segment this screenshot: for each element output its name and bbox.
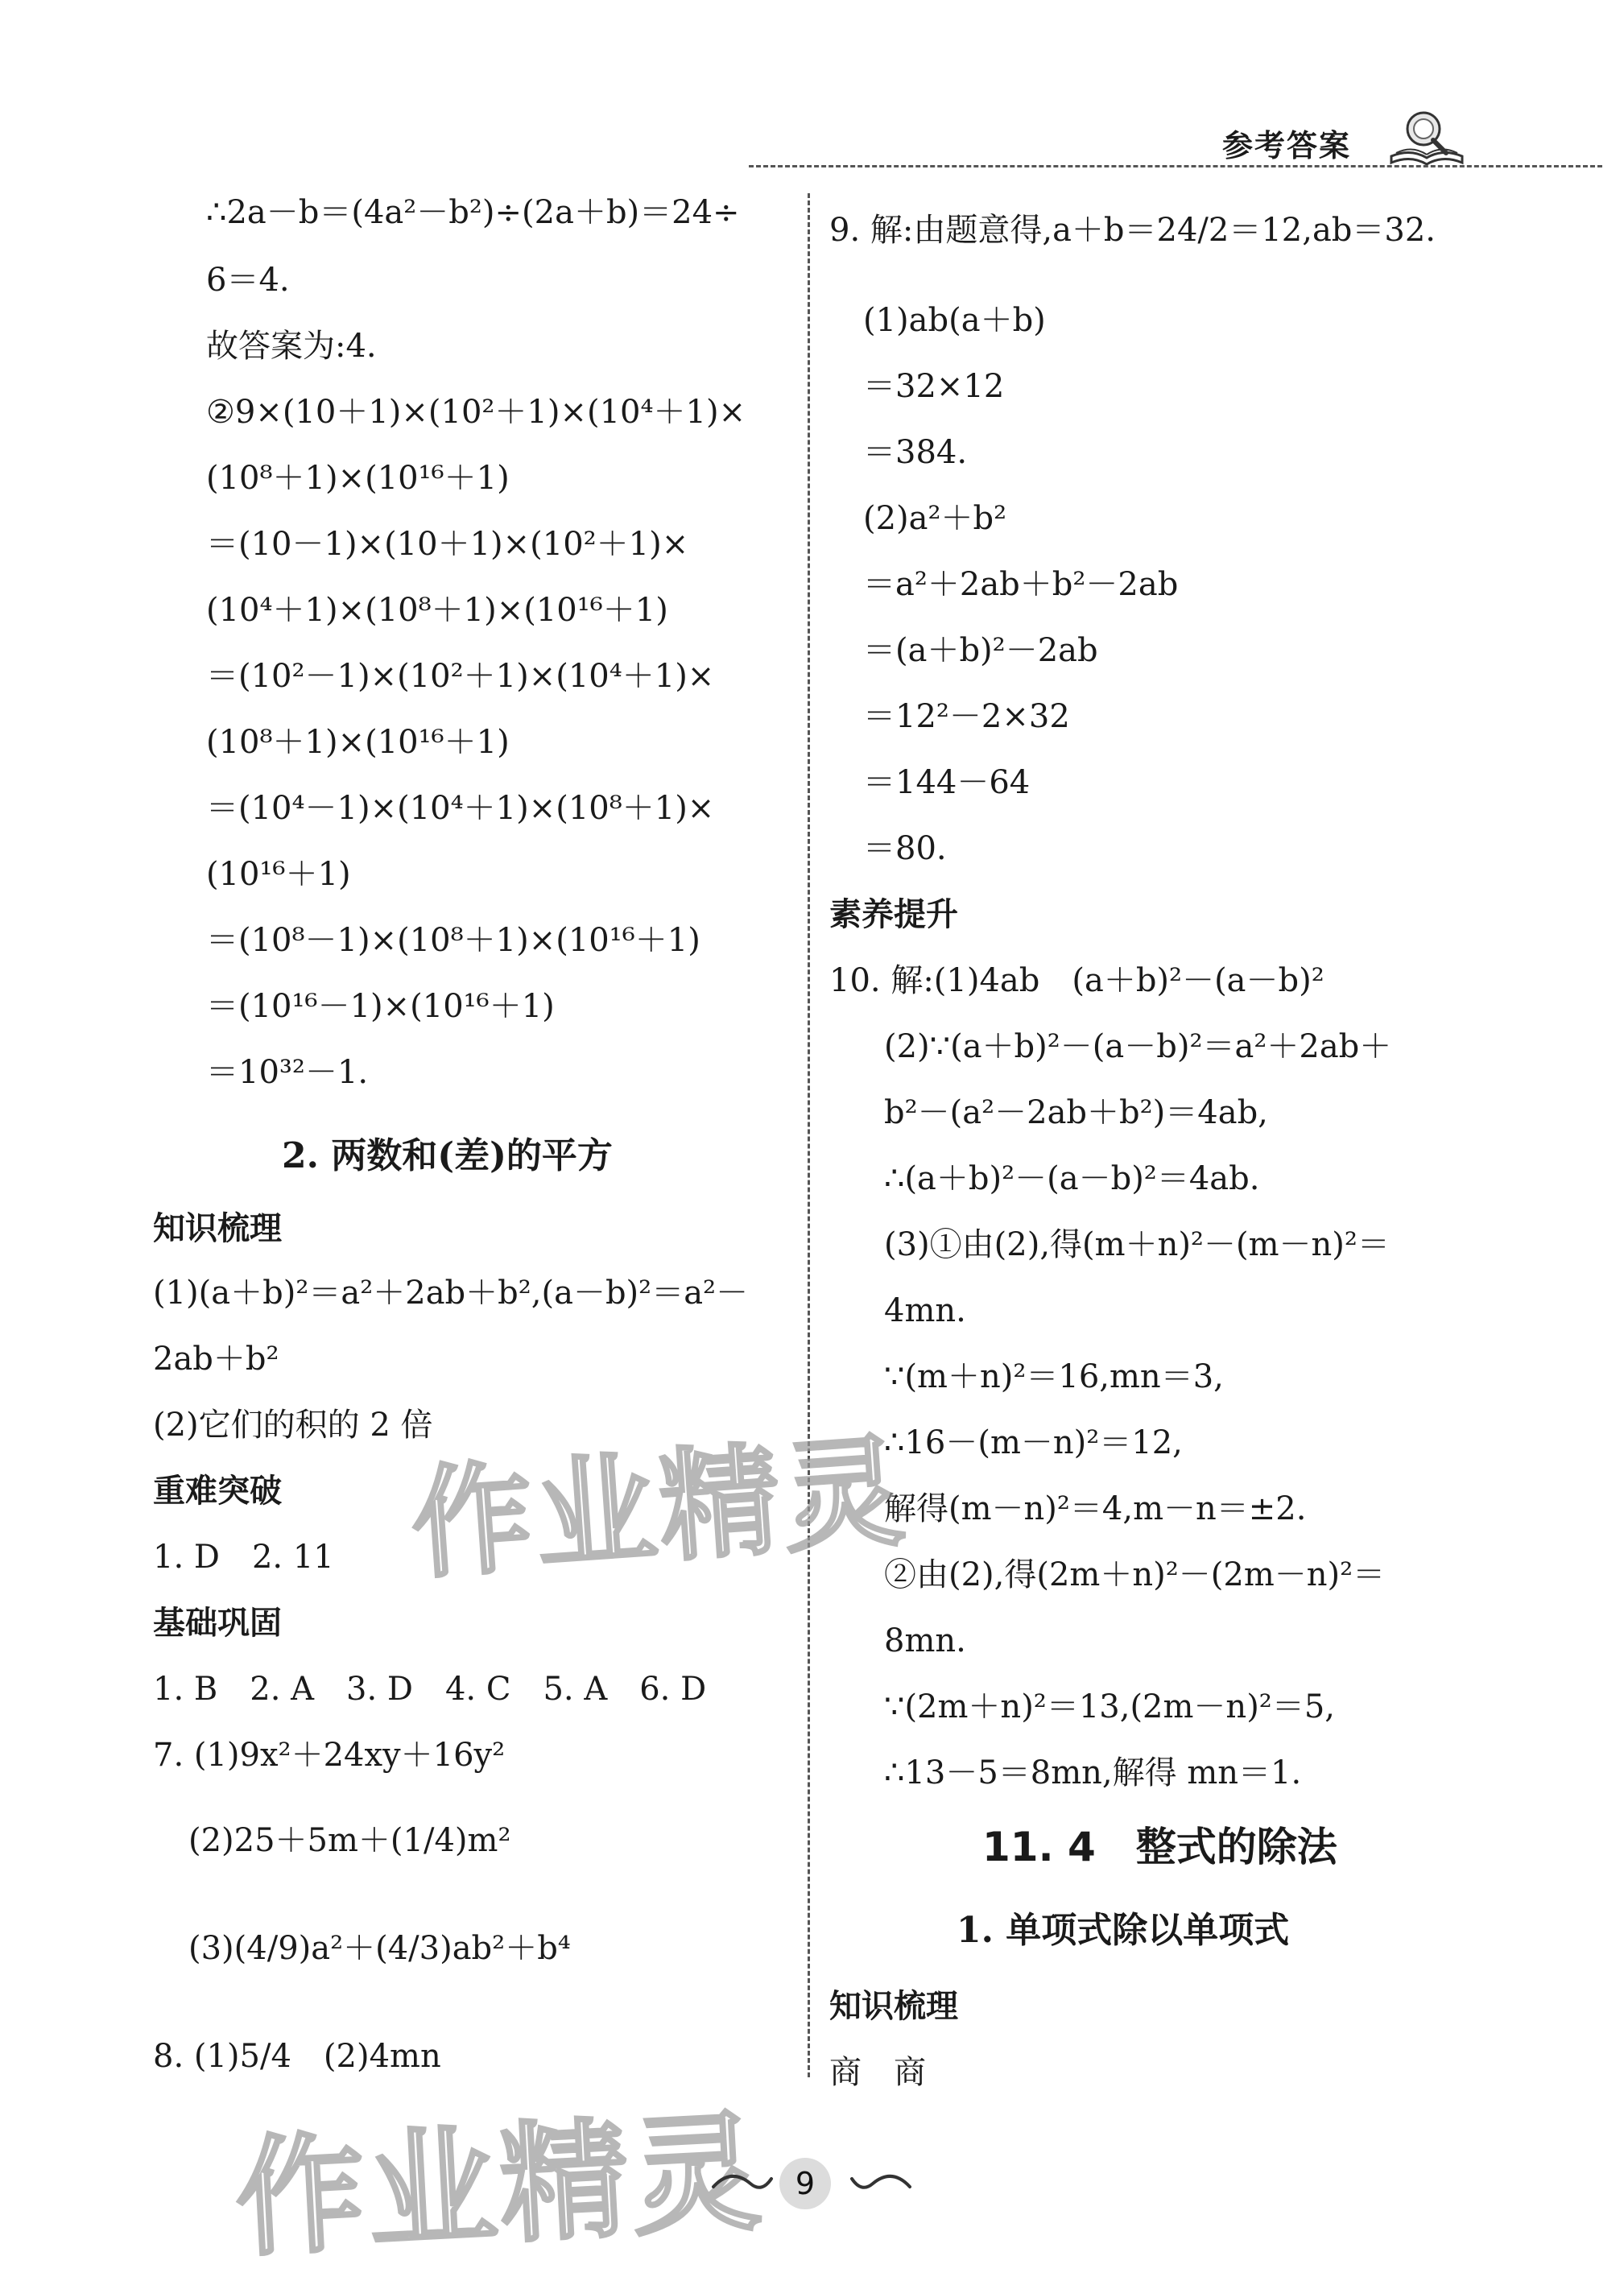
text-line: ＝(a＋b)²－2ab	[863, 632, 1098, 669]
text-line: (2)∵(a＋b)²－(a－b)²＝a²＋2ab＋	[884, 1028, 1392, 1065]
left-column	[0, 0, 805, 2126]
text-line: 解得(m－n)²＝4,m－n＝±2.	[884, 1490, 1307, 1527]
text-line: 1. D 2. 11	[153, 1539, 334, 1576]
text-line: ∴13－5＝8mn,解得 mn＝1.	[884, 1754, 1302, 1791]
text-line: ＝384.	[863, 434, 968, 471]
text-line: ＝32×12	[863, 368, 1005, 405]
right-column	[813, 0, 1618, 2126]
text-line: (1)ab(a＋b)	[863, 302, 1046, 339]
text-line: 1. B 2. A 3. D 4. C 5. A 6. D	[153, 1671, 707, 1708]
section-heading: 知识梳理	[153, 1210, 282, 1247]
text-line: (2)a²＋b²	[863, 500, 1007, 537]
text-line: b²－(a²－2ab＋b²)＝4ab,	[884, 1094, 1268, 1131]
watermark-text: 作业精灵	[407, 1421, 912, 1597]
text-line: (2)它们的积的 2 倍	[153, 1407, 433, 1444]
text-line: ∴(a＋b)²－(a－b)²＝4ab.	[884, 1160, 1260, 1197]
section-heading: 素养提升	[829, 896, 958, 933]
text-line: ＝80.	[863, 830, 947, 867]
text-line: (3)①由(2),得(m＋n)²－(m－n)²＝	[884, 1226, 1390, 1263]
text-line: 7. (1)9x²＋24xy＋16y²	[153, 1737, 506, 1774]
chapter-title: 11. 4 整式的除法	[982, 1824, 1337, 1870]
page-number: 9	[779, 2158, 831, 2209]
section-heading: 知识梳理	[829, 1988, 958, 2025]
text-line: ②由(2),得(2m＋n)²－(2m－n)²＝	[884, 1556, 1386, 1593]
text-line: ＝(10⁴－1)×(10⁴＋1)×(10⁸＋1)×	[206, 790, 715, 827]
section-heading: 基础巩固	[153, 1605, 282, 1642]
text-line: 8mn.	[884, 1622, 966, 1659]
section-heading: 重难突破	[153, 1473, 282, 1510]
lesson-title: 1. 单项式除以单项式	[957, 1910, 1290, 1951]
text-line: (10¹⁶＋1)	[206, 856, 351, 893]
text-line: ＝(10²－1)×(10²＋1)×(10⁴＋1)×	[206, 658, 715, 695]
text-line: 故答案为:4.	[206, 328, 377, 365]
text-line: ＝(10⁸－1)×(10⁸＋1)×(10¹⁶＋1)	[206, 922, 700, 959]
column-divider	[808, 193, 810, 2077]
text-line: (3)(4/9)a²＋(4/3)ab²＋b⁴	[188, 1930, 571, 1967]
text-line: ＝(10－1)×(10＋1)×(10²＋1)×	[206, 526, 689, 563]
watermark-text: 作业精灵	[232, 2096, 768, 2275]
text-line: ∴16－(m－n)²＝12,	[884, 1424, 1183, 1461]
text-line: ＝10³²－1.	[206, 1054, 369, 1091]
text-line: (2)25＋5m＋(1/4)m²	[188, 1822, 511, 1859]
text-line: ∵(2m＋n)²＝13,(2m－n)²＝5,	[884, 1688, 1335, 1725]
text-line: (10⁸＋1)×(10¹⁶＋1)	[206, 724, 510, 761]
text-line: (10⁸＋1)×(10¹⁶＋1)	[206, 460, 510, 497]
text-line: ＝144－64	[863, 764, 1031, 801]
text-line: ∵(m＋n)²＝16,mn＝3,	[884, 1358, 1224, 1395]
header-title: 参考答案	[1222, 128, 1352, 163]
text-line: 4mn.	[884, 1292, 966, 1329]
text-line: 商 商	[829, 2054, 926, 2091]
text-line: 8. (1)5/4 (2)4mn	[153, 2038, 441, 2075]
text-line: (1)(a＋b)²＝a²＋2ab＋b²,(a－b)²＝a²－	[153, 1275, 749, 1312]
text-line: 9. 解:由题意得,a＋b＝24/2＝12,ab＝32.	[829, 212, 1436, 249]
text-line: ＝12²－2×32	[863, 698, 1070, 735]
text-line: 2ab＋b²	[153, 1341, 279, 1378]
text-line: ∴2a－b＝(4a²－b²)÷(2a＋b)＝24÷	[206, 194, 740, 231]
text-line: 6＝4.	[206, 262, 290, 299]
text-line: ②9×(10＋1)×(10²＋1)×(10⁴＋1)×	[206, 394, 746, 431]
text-line: ＝(10¹⁶－1)×(10¹⁶＋1)	[206, 988, 555, 1025]
text-line: (10⁴＋1)×(10⁸＋1)×(10¹⁶＋1)	[206, 592, 668, 629]
text-line: ＝a²＋2ab＋b²－2ab	[863, 566, 1179, 603]
lesson-title: 2. 两数和(差)的平方	[282, 1135, 613, 1176]
text-line: 10. 解:(1)4ab (a＋b)²－(a－b)²	[829, 962, 1324, 999]
